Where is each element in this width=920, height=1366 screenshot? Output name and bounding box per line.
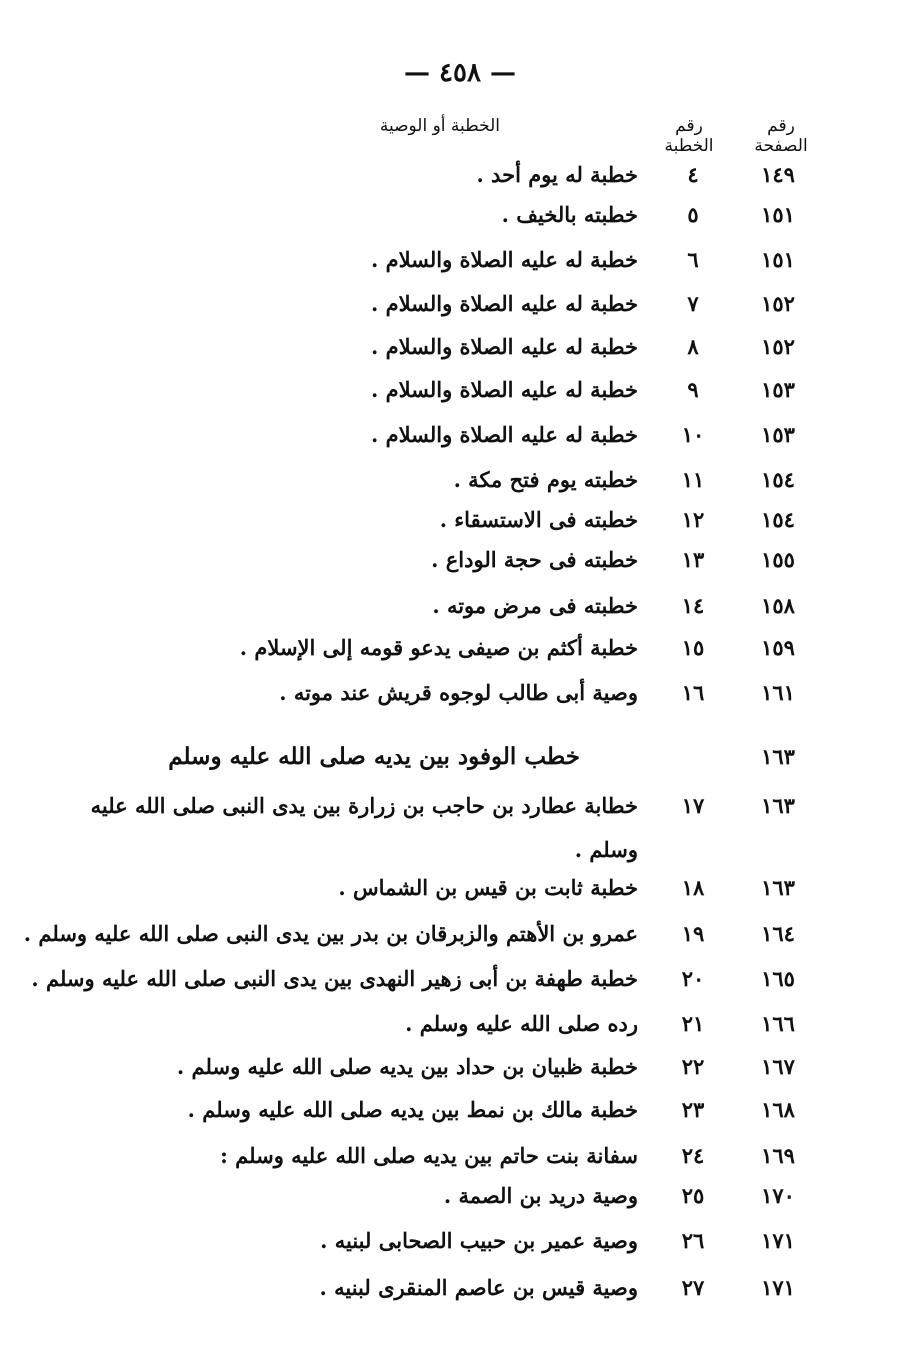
row-page: ١٧٠ xyxy=(761,1183,795,1208)
row-title: خطبة طهفة بن أبى زهير النهدى بين يدى النبى صلى الله عليه وسلم . xyxy=(31,966,638,991)
row-page: ١٥٩ xyxy=(761,635,795,660)
row-number: ٢٧ xyxy=(681,1275,705,1300)
row-title: خطبته فى الاستسقاء . xyxy=(439,507,638,532)
section-title: خطب الوفود بين يديه صلى الله عليه وسلم xyxy=(168,743,580,770)
column-headers xyxy=(0,116,920,156)
row-number: ١٢ xyxy=(681,507,705,532)
row-page: ١٥١ xyxy=(761,247,795,272)
row-title: خطبته فى حجة الوداع . xyxy=(431,547,638,572)
row-page: ١٥٤ xyxy=(761,467,795,492)
row-title: خطبة مالك بن نمط بين يديه صلى الله عليه وسلم . xyxy=(187,1097,638,1122)
row-title: رده صلى الله عليه وسلم . xyxy=(405,1011,638,1036)
row-title: عمرو بن الأهتم والزبرقان بن بدر بين يدى النبى صلى الله عليه وسلم . xyxy=(23,921,638,946)
row-title: وصية دريد بن الصمة . xyxy=(443,1183,638,1208)
row-title: خطبة له عليه الصلاة والسلام . xyxy=(370,334,638,359)
row-number: ٢٥ xyxy=(681,1183,705,1208)
row-page: ١٥٨ xyxy=(761,593,795,618)
row-title: خطبة له عليه الصلاة والسلام . xyxy=(370,377,638,402)
row-number: ٢٢ xyxy=(681,1054,705,1079)
row-number: ٥ xyxy=(687,202,699,227)
row-number: ١٦ xyxy=(681,680,705,705)
row-page: ١٤٩ xyxy=(761,162,795,187)
row-number: ٧ xyxy=(687,291,699,316)
row-number: ١٩ xyxy=(681,921,705,946)
row-title: خطبته بالخيف . xyxy=(501,202,638,227)
row-page: ١٥٣ xyxy=(761,377,795,402)
row-page: ١٥١ xyxy=(761,202,795,227)
row-number: ٢٦ xyxy=(681,1228,705,1253)
row-page: ١٥٢ xyxy=(761,291,795,316)
row-page: ١٥٥ xyxy=(761,547,795,572)
row-number: ١١ xyxy=(681,467,705,492)
row-page: ١٦١ xyxy=(761,680,795,705)
row-page: ١٥٢ xyxy=(761,334,795,359)
row-title: خطابة عطارد بن حاجب بن زرارة بين يدى النبى صلى الله عليه وسلم . xyxy=(90,793,638,862)
row-page: ١٦٨ xyxy=(761,1097,795,1122)
row-number: ٢٠ xyxy=(681,966,705,991)
row-number: ٢٣ xyxy=(681,1097,705,1122)
row-number: ١٤ xyxy=(681,593,705,618)
row-number: ٢١ xyxy=(681,1011,705,1036)
row-title: خطبته يوم فتح مكة . xyxy=(453,467,638,492)
row-title: خطبة له عليه الصلاة والسلام . xyxy=(370,422,638,447)
row-page: ١٦٩ xyxy=(761,1143,795,1168)
row-number: ١٨ xyxy=(681,875,705,900)
row-title: خطبة له عليه الصلاة والسلام . xyxy=(370,291,638,316)
row-number: ١٣ xyxy=(681,547,705,572)
row-page: ١٦٧ xyxy=(761,1054,795,1079)
page-number: — ٤٥٨ — xyxy=(403,58,517,88)
row-page: ١٧١ xyxy=(761,1228,795,1253)
row-number: ٨ xyxy=(687,334,699,359)
row-title: خطبة له عليه الصلاة والسلام . xyxy=(370,247,638,272)
row-page: ١٦٦ xyxy=(761,1011,795,1036)
row-number: ٩ xyxy=(687,377,699,402)
row-title: خطبته فى مرض موته . xyxy=(432,593,638,618)
row-title: وصية أبى طالب لوجوه قريش عند موته . xyxy=(279,680,638,705)
row-page: ١٦٣ xyxy=(761,793,795,818)
row-page: ١٦٥ xyxy=(761,966,795,991)
section-page: ١٦٣ xyxy=(761,744,795,769)
row-title: وصية عمير بن حبيب الصحابى لبنيه . xyxy=(320,1228,638,1253)
header-title: الخطبة أو الوصية xyxy=(379,116,500,136)
row-number: ١٥ xyxy=(681,635,705,660)
row-number: ١٠ xyxy=(681,422,705,447)
row-title: خطبة ظبيان بن حداد بين يديه صلى الله عليه وسلم . xyxy=(176,1054,638,1079)
header-page: رقم الصفحة xyxy=(754,116,808,156)
row-page: ١٦٤ xyxy=(761,921,795,946)
row-page: ١٦٣ xyxy=(761,875,795,900)
row-number: ٤ xyxy=(687,162,699,187)
row-page: ١٧١ xyxy=(761,1275,795,1300)
row-number: ٢٤ xyxy=(681,1143,705,1168)
row-title: سفانة بنت حاتم بين يديه صلى الله عليه وسلم : xyxy=(220,1143,638,1168)
row-title: وصية قيس بن عاصم المنقرى لبنيه . xyxy=(319,1275,638,1300)
row-number: ١٧ xyxy=(681,793,705,818)
row-title: خطبة ثابت بن قيس بن الشماس . xyxy=(338,875,638,900)
row-page: ١٥٣ xyxy=(761,422,795,447)
row-title: خطبة له يوم أحد . xyxy=(476,162,638,187)
header-number: رقم الخطبة xyxy=(664,116,714,156)
row-page: ١٥٤ xyxy=(761,507,795,532)
row-number: ٦ xyxy=(687,247,699,272)
row-title: خطبة أكثم بن صيفى يدعو قومه إلى الإسلام . xyxy=(239,635,638,660)
